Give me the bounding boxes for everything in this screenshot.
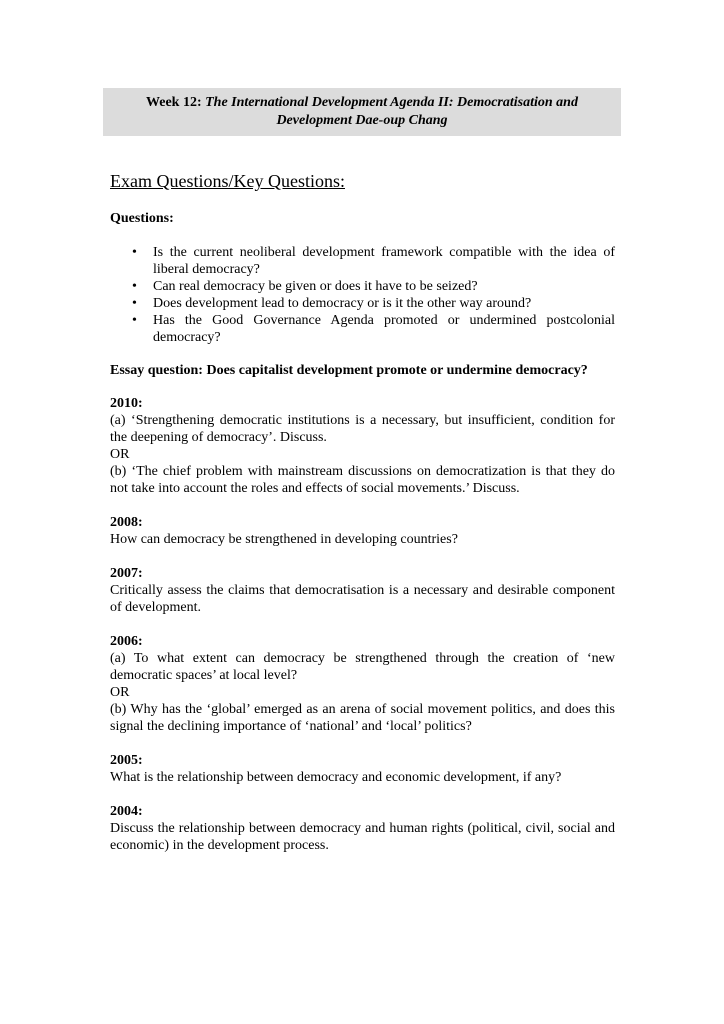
bullet-icon: •: [132, 279, 137, 294]
essay-question: Essay question: Does capitalist development promote or undermine democracy?: [110, 363, 588, 378]
document-body: [110, 210, 615, 854]
questions-label: Questions:: [110, 211, 174, 226]
exam-question: (a) To what extent can democracy be strengthened through the creation of ‘new democratic spaces’ at local level?: [110, 651, 615, 683]
year-section-2004: [110, 803, 615, 854]
bullet-icon: •: [132, 245, 137, 260]
exam-question: Critically assess the claims that democratisation is a necessary and desirable component of development.: [110, 583, 615, 615]
week-title-part-1: The International Development Agenda II: Democratisation and: [205, 95, 578, 110]
question-text: Can real democracy be given or does it have to be seized?: [153, 279, 478, 294]
year-section-2005: [110, 752, 615, 786]
year-section-2008: [110, 514, 615, 548]
exam-question: (b) ‘The chief problem with mainstream discussions on democratization is that they do not take into account the roles and effects of social movements.’ Discuss.: [110, 464, 615, 496]
question-text: Has the Good Governance Agenda promoted or undermined postcolonial democracy?: [153, 313, 615, 345]
exam-question: (a) ‘Strengthening democratic institutions is a necessary, but insufficient, condition for the deepening of democracy’. Discuss.: [110, 413, 615, 445]
question-item: [110, 278, 615, 295]
week-title-line-1: [103, 94, 621, 112]
year-label: 2007:: [110, 566, 143, 581]
week-title-box: [103, 88, 621, 136]
exam-question: (b) Why has the ‘global’ emerged as an arena of social movement politics, and does this signal the declining importance of ‘national’ and ‘local’ politics?: [110, 702, 615, 734]
year-label: 2010:: [110, 396, 143, 411]
exam-question: How can democracy be strengthened in developing countries?: [110, 532, 458, 547]
or-separator: OR: [110, 685, 130, 700]
or-separator: OR: [110, 447, 130, 462]
exam-question: Discuss the relationship between democracy and human rights (political, civil, social and economic) in the development process.: [110, 821, 615, 853]
bullet-icon: •: [132, 296, 137, 311]
year-label: 2004:: [110, 804, 143, 819]
year-section-2006: [110, 633, 615, 735]
page-heading: Exam Questions/Key Questions:: [110, 171, 345, 191]
week-label: Week 12:: [146, 95, 202, 110]
bullet-icon: •: [132, 313, 137, 328]
year-label: 2005:: [110, 753, 143, 768]
year-label: 2008:: [110, 515, 143, 530]
question-item: [110, 244, 615, 278]
exam-question: What is the relationship between democracy and economic development, if any?: [110, 770, 562, 785]
question-text: Is the current neoliberal development framework compatible with the idea of liberal democracy?: [153, 245, 615, 277]
week-title-line-2: Development Dae-oup Chang: [276, 113, 448, 128]
year-section-2007: [110, 565, 615, 616]
question-item: [110, 312, 615, 346]
question-item: [110, 295, 615, 312]
year-label: 2006:: [110, 634, 143, 649]
year-section-2010: [110, 395, 615, 497]
questions-list: [110, 244, 615, 346]
question-text: Does development lead to democracy or is it the other way around?: [153, 296, 532, 311]
